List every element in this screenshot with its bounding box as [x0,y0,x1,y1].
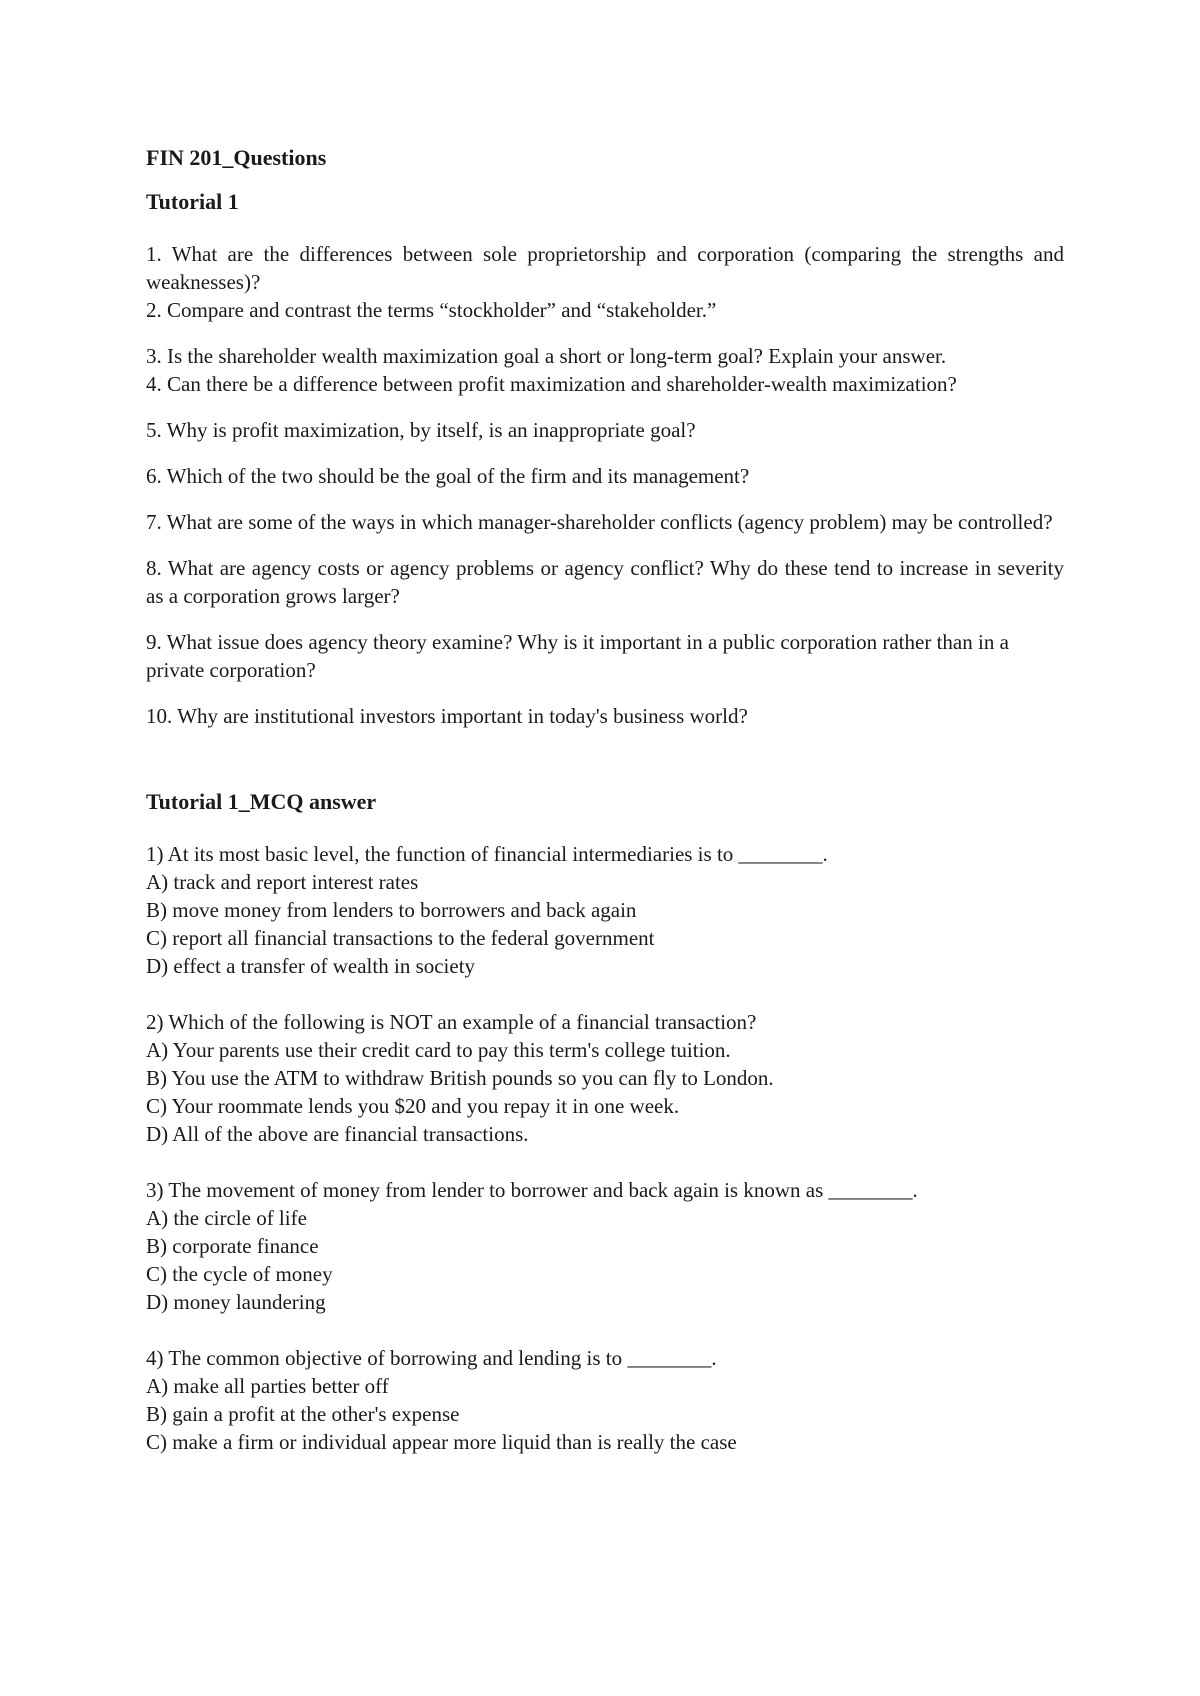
mcq-option: B) You use the ATM to withdraw British pounds so you can fly to London. [146,1066,774,1090]
question-2: 2. Compare and contrast the terms “stockholder” and “stakeholder.” [146,298,717,322]
mcq-item [146,1344,1064,1456]
mcq-option: D) money laundering [146,1290,326,1314]
question-1: 1. What are the differences between sole proprietorship and corporation (comparing the strengths and weaknesses)? [146,242,1064,294]
mcq-item [146,840,1064,980]
mcq-question: 1) At its most basic level, the function of financial intermediaries is to ________. [146,842,828,866]
mcq-heading: Tutorial 1_MCQ answer [146,789,377,814]
mcq-option: C) report all financial transactions to the federal government [146,926,655,950]
question-6: 6. Which of the two should be the goal of the firm and its management? [146,464,750,488]
question-3: 3. Is the shareholder wealth maximization goal a short or long-term goal? Explain your answer. [146,344,947,368]
document-page [146,144,1064,1484]
mcq-option: A) Your parents use their credit card to pay this term's college tuition. [146,1038,731,1062]
mcq-option: B) gain a profit at the other's expense [146,1402,460,1426]
mcq-option: C) make a firm or individual appear more liquid than is really the case [146,1430,737,1454]
mcq-option: A) the circle of life [146,1206,307,1230]
mcq-option: B) move money from lenders to borrowers and back again [146,898,637,922]
question-9: 9. What issue does agency theory examine? Why is it important in a public corporation rather than in a private corporation? [146,630,1009,682]
mcq-option: C) the cycle of money [146,1262,333,1286]
mcq-option: D) effect a transfer of wealth in society [146,954,476,978]
mcq-question: 4) The common objective of borrowing and lending is to ________. [146,1346,717,1370]
question-4: 4. Can there be a difference between profit maximization and shareholder-wealth maximization? [146,372,957,396]
mcq-item [146,1176,1064,1316]
mcq-question: 3) The movement of money from lender to borrower and back again is known as ________. [146,1178,918,1202]
question-5: 5. Why is profit maximization, by itself, is an inappropriate goal? [146,418,696,442]
question-10: 10. Why are institutional investors important in today's business world? [146,704,748,728]
mcq-option: A) track and report interest rates [146,870,419,894]
mcq-question: 2) Which of the following is NOT an example of a financial transaction? [146,1010,757,1034]
mcq-option: B) corporate finance [146,1234,319,1258]
mcq-option: C) Your roommate lends you $20 and you repay it in one week. [146,1094,680,1118]
question-8: 8. What are agency costs or agency problems or agency conflict? Why do these tend to increase in severity as a corporation grows larger? [146,556,1064,608]
question-7: 7. What are some of the ways in which manager-shareholder conflicts (agency problem) may be controlled? [146,510,1053,534]
document-title: FIN 201_Questions [146,145,327,170]
tutorial-heading: Tutorial 1 [146,189,239,214]
mcq-option: A) make all parties better off [146,1374,389,1398]
mcq-item [146,1008,1064,1148]
mcq-option: D) All of the above are financial transactions. [146,1122,529,1146]
